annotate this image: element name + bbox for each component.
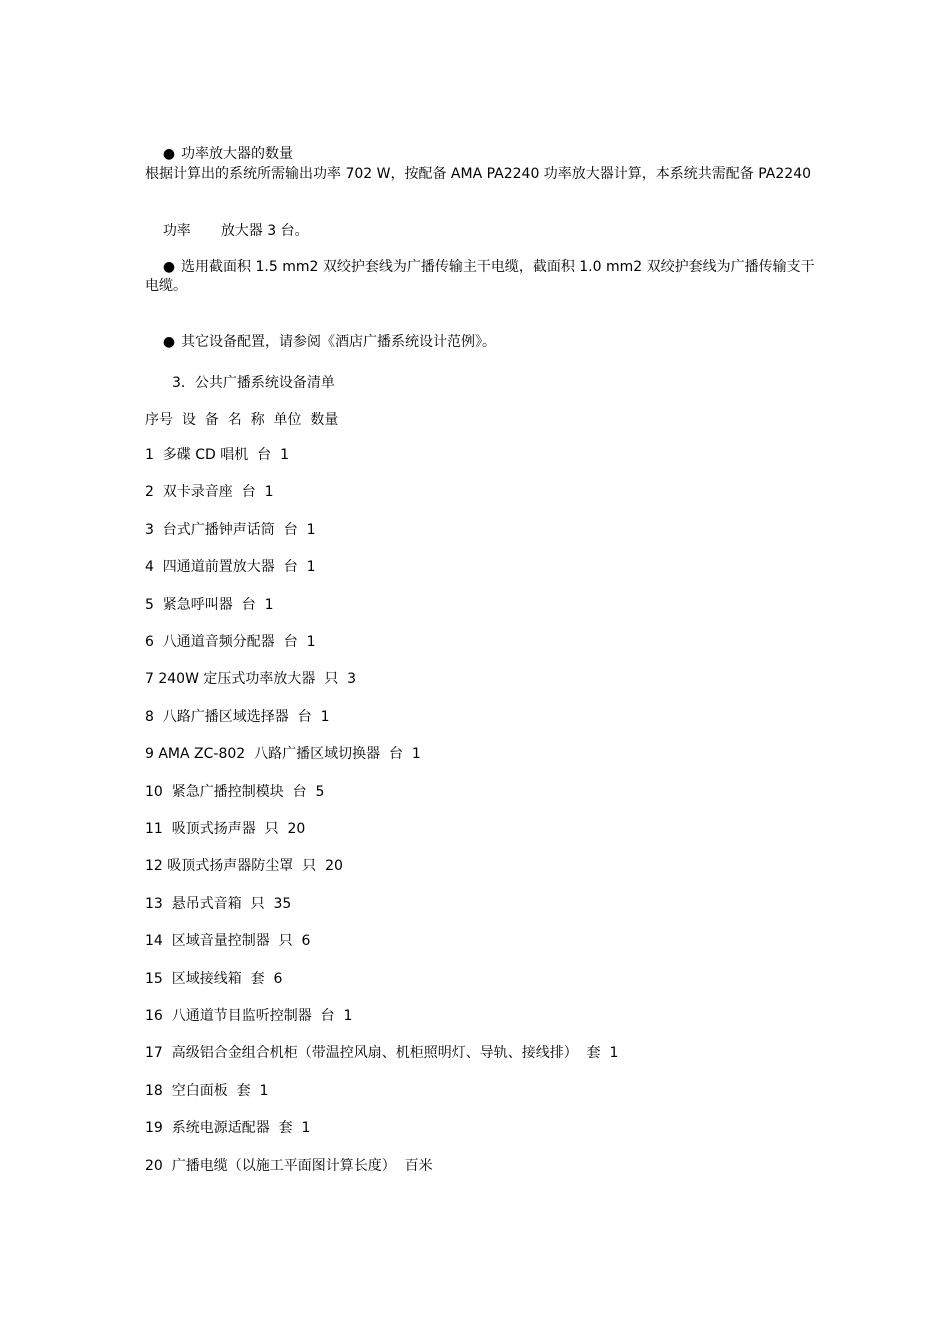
list-item: 5 紧急呼叫器 台 1	[145, 597, 274, 613]
power-paragraph-line-1: 根据计算出的系统所需输出功率 702 W，按配备 AMA PA2240 功率放大器计算，本系统共需配备 PA2240	[145, 166, 812, 182]
bullet-icon: ●	[162, 334, 176, 350]
bullet-icon: ●	[162, 259, 176, 275]
list-item: 12 吸顶式扬声器防尘罩 只 20	[145, 858, 343, 874]
list-item: 11 吸顶式扬声器 只 20	[145, 821, 306, 837]
bullet-icon: ●	[162, 146, 176, 162]
list-item: 8 八路广播区域选择器 台 1	[145, 709, 330, 725]
bullet-text: 其它设备配置，请参阅《酒店广播系统设计范例》。	[181, 334, 497, 350]
list-item: 20 广播电缆（以施工平面图计算长度） 百米	[145, 1158, 433, 1174]
list-item: 14 区域音量控制器 只 6	[145, 933, 311, 949]
list-item: 1 多碟 CD 唱机 台 1	[145, 447, 289, 463]
list-item: 3 台式广播钟声话筒 台 1	[145, 522, 316, 538]
power-paragraph-part-b: 放大器 3 台。	[220, 223, 309, 239]
bullet-cable	[145, 237, 815, 297]
list-item: 16 八通道节目监听控制器 台 1	[145, 1008, 353, 1024]
list-item: 18 空白面板 套 1	[145, 1083, 269, 1099]
bullet-text: 功率放大器的数量	[181, 146, 294, 162]
list-item: 2 双卡录音座 台 1	[145, 484, 274, 500]
list-item: 9 AMA ZC-802 八路广播区域切换器 台 1	[145, 746, 421, 762]
list-item: 4 四通道前置放大器 台 1	[145, 559, 316, 575]
cable-paragraph-line-2: 电缆。	[145, 278, 187, 294]
list-item: 17 高级铝合金组合机柜（带温控风扇、机柜照明灯、导轨、接线排） 套 1	[145, 1045, 619, 1061]
list-item: 13 悬吊式音箱 只 35	[145, 896, 292, 912]
bullet-other-equipment	[145, 312, 496, 372]
section-heading: 3．公共广播系统设备清单	[172, 375, 335, 391]
list-item: 7 240W 定压式功率放大器 只 3	[145, 671, 357, 687]
list-header-row: 序号 设 备 名 称 单位 数量	[145, 412, 339, 428]
power-paragraph-part-a: 功率	[162, 223, 191, 239]
list-item: 6 八通道音频分配器 台 1	[145, 634, 316, 650]
bullet-text: 选用截面积 1.5 mm2 双绞护套线为广播传输主干电缆，截面积 1.0 mm2 双绞护套线为广播传输支干	[181, 259, 815, 275]
list-item: 19 系统电源适配器 套 1	[145, 1120, 311, 1136]
list-item: 15 区域接线箱 套 6	[145, 971, 283, 987]
list-item: 10 紧急广播控制模块 台 5	[145, 784, 325, 800]
